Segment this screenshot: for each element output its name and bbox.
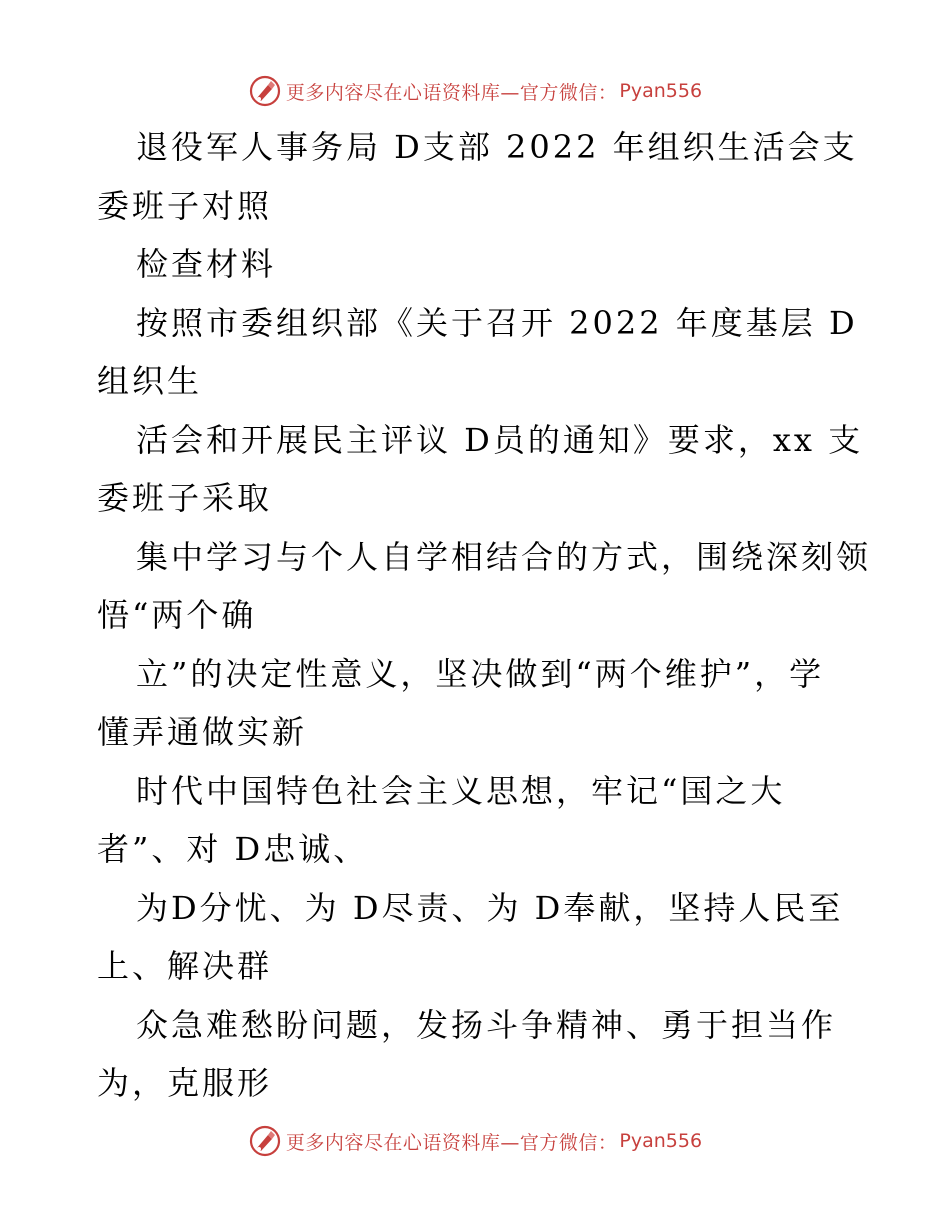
watermark-wechat-id: Pyan556 — [619, 80, 703, 102]
pen-logo-icon — [248, 74, 282, 108]
text-line: 立”的决定性意义，坚决做到“两个维护”，学 — [136, 654, 825, 693]
text-line: 组织生 — [97, 362, 203, 400]
text-line: 退役军人事务局 D支部 2022 年组织生活会支 — [136, 128, 858, 166]
watermark-header — [0, 71, 950, 111]
text-line: 时代中国特色社会主义思想，牢记“国之大 — [136, 771, 786, 810]
text-line: 悟“两个确 — [97, 596, 257, 634]
text-line: 集中学习与个人自学相结合的方式，围绕深刻领 — [136, 537, 872, 576]
text-line: 委班子对照 — [97, 186, 273, 225]
document-body — [97, 118, 872, 1113]
text-line: 为D分忧、为 D尽责、为 D奉献，坚持人民至 — [136, 888, 844, 927]
text-line: 者”、对 D忠诚、 — [97, 830, 369, 868]
watermark-text: 更多内容尽在心语资料库—官方微信： — [285, 81, 618, 104]
text-line: 委班子采取 — [97, 479, 273, 517]
text-line: 按照市委组织部《关于召开 2022 年度基层 D — [136, 303, 858, 342]
text-line: 检查材料 — [136, 245, 277, 283]
text-line: 上、解决群 — [97, 947, 273, 985]
watermark-wechat-id: Pyan556 — [619, 1130, 703, 1152]
watermark-text: 更多内容尽在心语资料库—官方微信： — [285, 1131, 618, 1154]
text-line: 活会和开展民主评议 D员的通知》要求，xx 支 — [136, 420, 864, 459]
text-line: 为，克服形 — [97, 1064, 273, 1102]
pen-logo-icon — [248, 1124, 282, 1158]
text-line: 懂弄通做实新 — [97, 713, 308, 751]
watermark-footer — [0, 1121, 950, 1161]
text-line: 众急难愁盼问题，发扬斗争精神、勇于担当作 — [136, 1005, 837, 1044]
